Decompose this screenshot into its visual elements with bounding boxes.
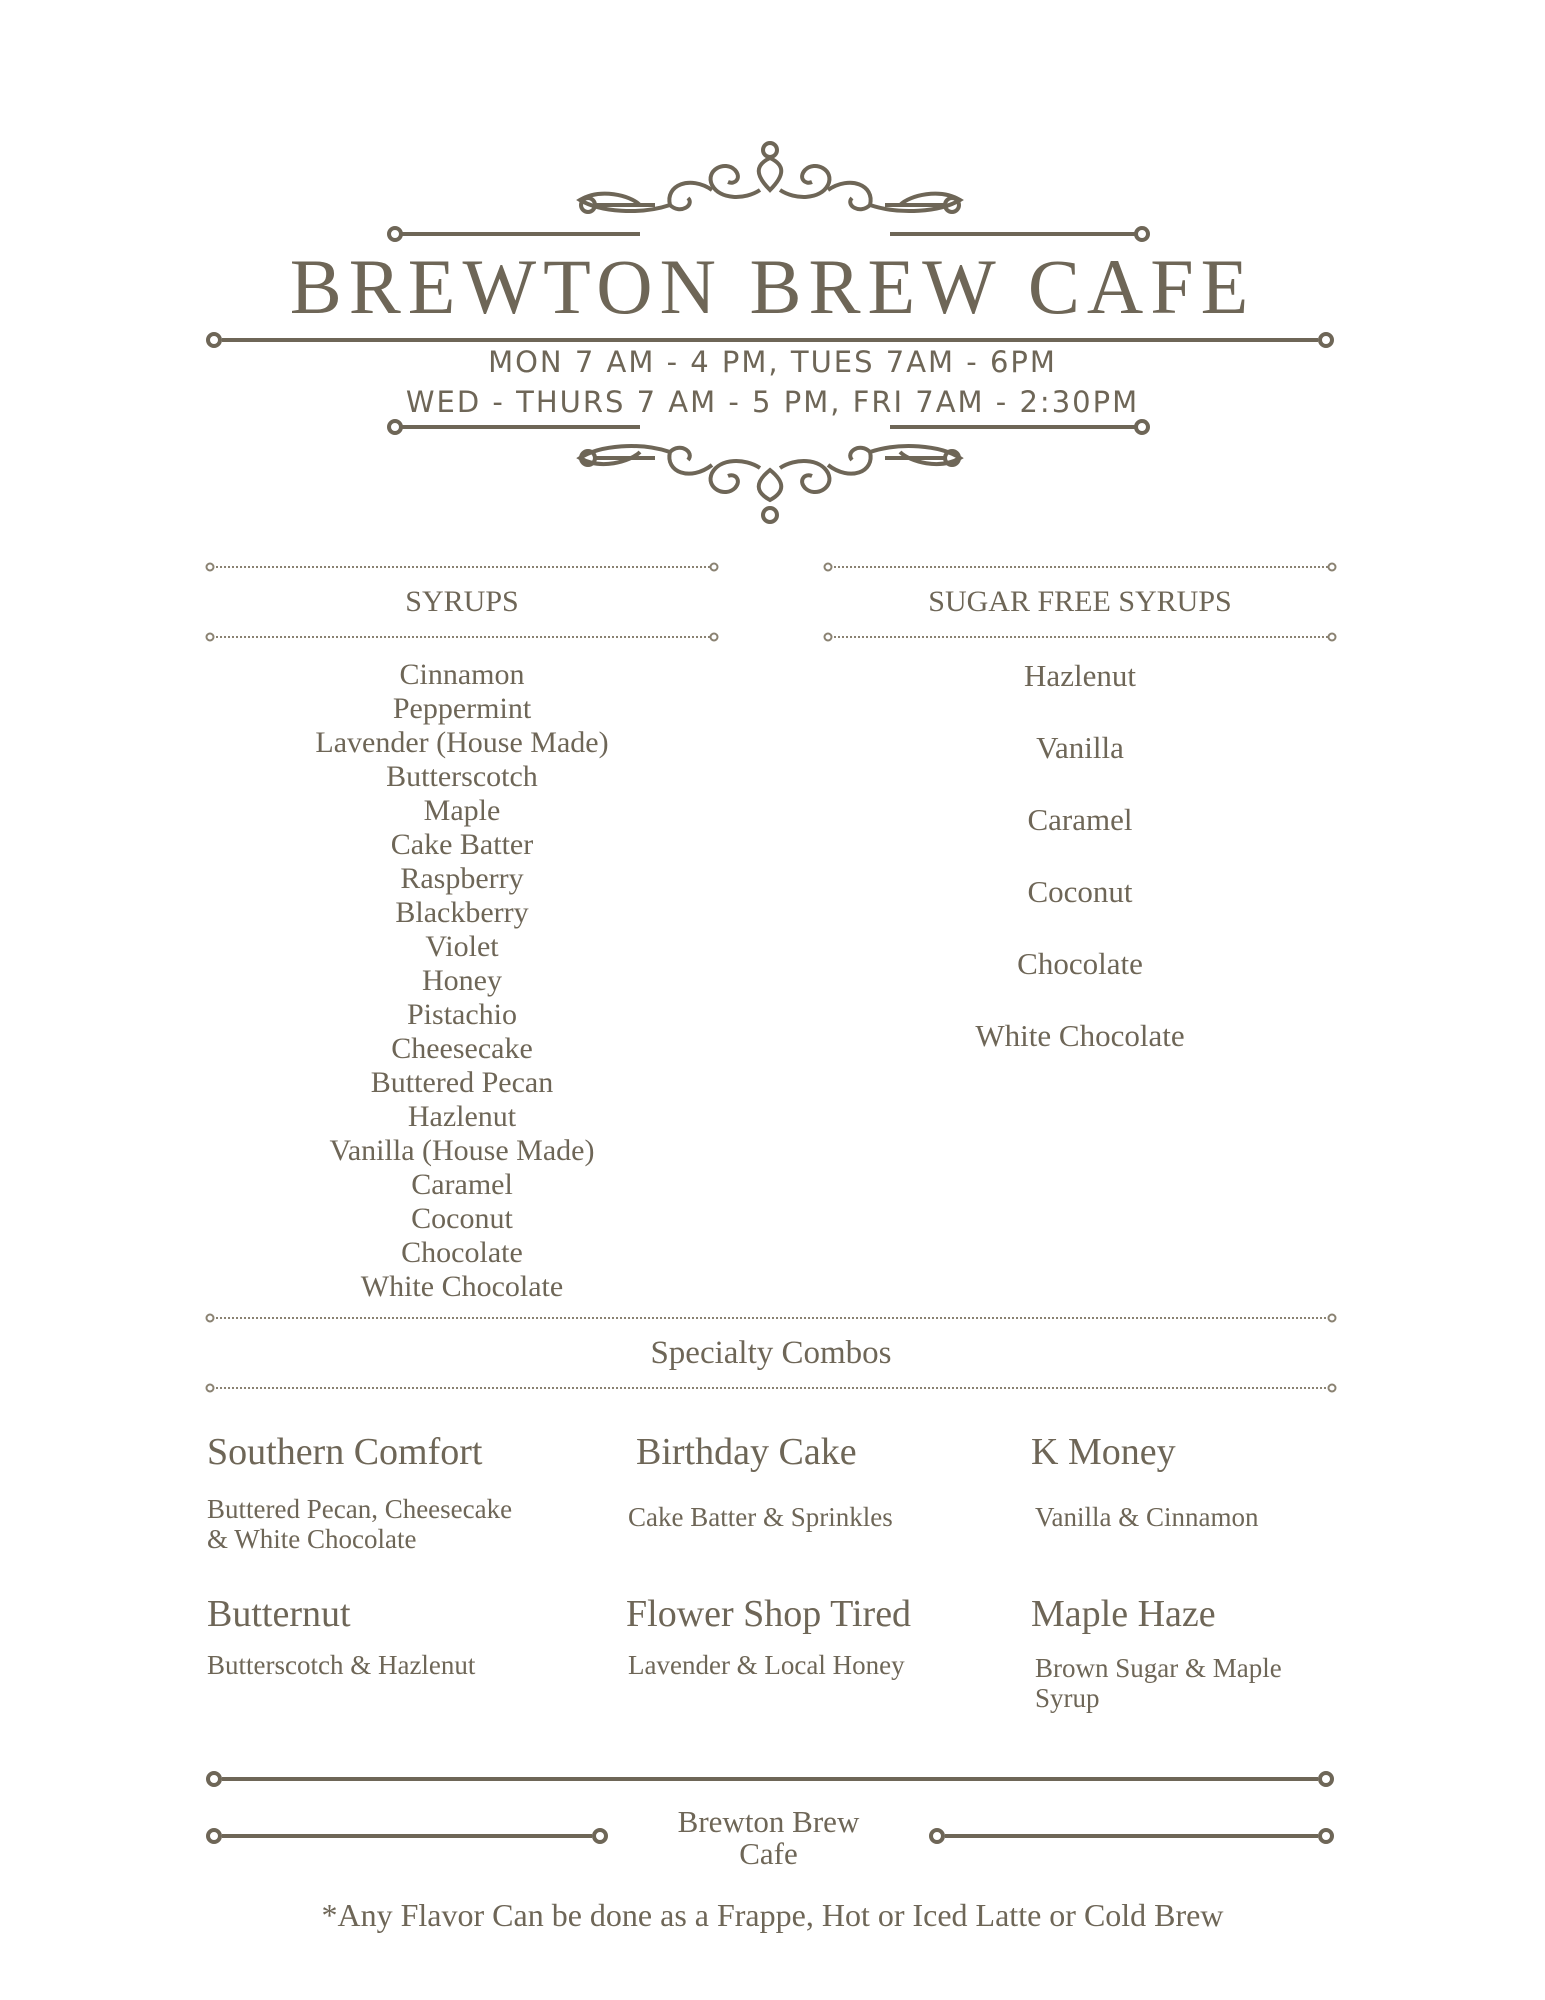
footer-name-line: Brewton Brew xyxy=(677,1804,860,1839)
list-item: Peppermint xyxy=(392,692,532,725)
list-item: Butterscotch xyxy=(386,760,538,793)
combo-desc xyxy=(1035,1653,1282,1713)
combo-desc-line: & White Chocolate xyxy=(207,1524,417,1554)
list-item: Coconut xyxy=(1027,874,1133,909)
combo-desc-line: Buttered Pecan, Cheesecake xyxy=(207,1494,513,1524)
footer-cafe-name xyxy=(600,1806,937,1870)
combo-name: Southern Comfort xyxy=(207,1431,483,1473)
combo-desc-line: Vanilla & Cinnamon xyxy=(1035,1502,1259,1532)
page-title: BREWTON BREW CAFE xyxy=(289,243,1256,330)
footer-note: *Any Flavor Can be done as a Frappe, Hot or Iced Latte or Cold Brew xyxy=(321,1897,1224,1933)
list-item: Chocolate xyxy=(401,1236,523,1269)
combo-desc xyxy=(1035,1502,1258,1532)
list-item: Raspberry xyxy=(400,862,524,895)
combo-name: Butternut xyxy=(207,1593,351,1635)
list-item: Hazlenut xyxy=(407,1100,517,1133)
list-item: Caramel xyxy=(411,1168,513,1201)
combo-desc xyxy=(628,1502,893,1532)
combo-desc-line: Syrup xyxy=(1035,1683,1100,1713)
list-item: Cake Batter xyxy=(390,828,534,861)
list-item: Cinnamon xyxy=(399,658,525,691)
sugar-free-list xyxy=(830,640,1330,1072)
list-item: White Chocolate xyxy=(975,1018,1185,1053)
combo-desc-line: Brown Sugar & Maple xyxy=(1035,1653,1282,1683)
list-item: Honey xyxy=(422,964,502,997)
combo-name: Maple Haze xyxy=(1031,1593,1216,1635)
list-item: Lavender (House Made) xyxy=(315,726,609,759)
list-item: Vanilla (House Made) xyxy=(329,1134,595,1167)
footer-name-line: Cafe xyxy=(739,1836,798,1871)
combo-desc xyxy=(628,1650,905,1680)
combo-name: Birthday Cake xyxy=(636,1431,857,1473)
combo-name: Flower Shop Tired xyxy=(626,1593,912,1635)
combos-heading: Specialty Combos xyxy=(650,1335,892,1371)
combo-desc-line: Cake Batter & Sprinkles xyxy=(628,1502,893,1532)
list-item: Vanilla xyxy=(1036,730,1124,765)
list-item: Chocolate xyxy=(1017,946,1143,981)
list-item: Caramel xyxy=(1027,802,1133,837)
hours-line-1: MON 7 AM - 4 PM, TUES 7AM - 6PM xyxy=(488,345,1057,379)
combo-desc xyxy=(207,1494,512,1554)
combo-desc-line: Lavender & Local Honey xyxy=(628,1650,905,1680)
top-flourish-icon xyxy=(580,143,960,211)
list-item: Violet xyxy=(425,930,499,963)
syrups-heading: SYRUPS xyxy=(405,585,519,618)
syrups-list xyxy=(212,658,712,1304)
combo-name: K Money xyxy=(1031,1431,1176,1473)
list-item: Maple xyxy=(423,794,501,827)
list-item: Pistachio xyxy=(407,998,517,1031)
list-item: Coconut xyxy=(411,1202,513,1235)
combo-desc xyxy=(207,1650,475,1680)
list-item: Cheesecake xyxy=(391,1032,533,1065)
hours-line-2: WED - THURS 7 AM - 5 PM, FRI 7AM - 2:30PM xyxy=(405,385,1140,419)
list-item: White Chocolate xyxy=(360,1270,564,1303)
combo-desc-line: Butterscotch & Hazlenut xyxy=(207,1650,476,1680)
sugar-free-heading: SUGAR FREE SYRUPS xyxy=(928,585,1232,618)
list-item: Buttered Pecan xyxy=(370,1066,554,1099)
list-item: Hazlenut xyxy=(1024,658,1136,693)
list-item: Blackberry xyxy=(395,896,529,929)
